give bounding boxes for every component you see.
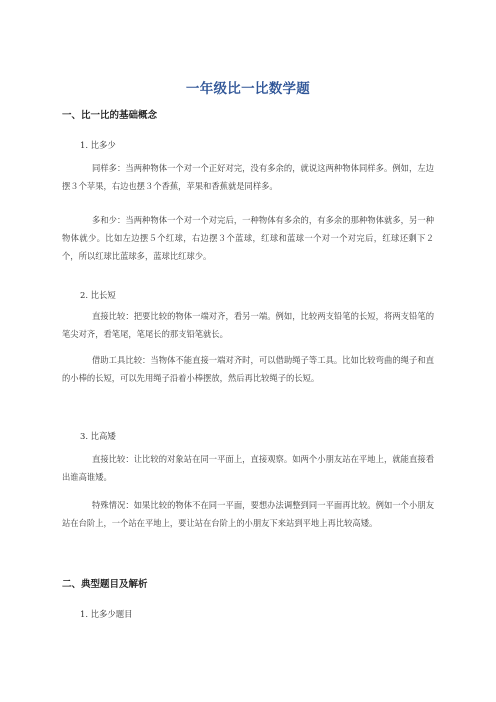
paragraph-direct-length: 直接比较：把要比较的物体一端对齐，看另一端。例如，比较两支铅笔的长短，将两支铅笔的笔尖对齐，看笔尾，笔尾长的那支铅笔就长。 — [62, 311, 434, 339]
paragraph-more-less: 多和少：当两种物体一个对一个对完后，一种物体有多余的，有多余的那种物体就多，另一种物体就少。比如左边摆５个红球，右边摆３个蓝球，红球和蓝球一个对一个对完后，红球还剩下２个，所以红球比蓝球多，蓝球比红球少。 — [62, 215, 434, 261]
document-title: 一年级比一比数学题 — [185, 81, 311, 97]
paragraph-tool-length: 借助工具比较：当物体不能直接一端对齐时，可以借助绳子等工具。比如比较弯曲的绳子和直的小棒的长短，可以先用绳子沿着小棒摆放，然后再比较绳子的长短。 — [62, 355, 434, 383]
subheading-compare-height: 3. 比高矮 — [80, 431, 116, 441]
subheading-compare-quantity: 1. 比多少 — [80, 140, 116, 150]
section-heading-basic-concepts: 一、比一比的基础概念 — [62, 110, 158, 121]
section-heading-typical-questions: 二、典型题目及解析 — [62, 579, 148, 590]
paragraph-same-amount: 同样多：当两种物体一个对一个正好对完，没有多余的，就说这两种物体同样多。例如，左边摆３个苹果，右边也摆３个香蕉，苹果和香蕉就是同样多。 — [62, 163, 434, 191]
subheading-compare-length: 2. 比长短 — [80, 290, 116, 300]
paragraph-special-case: 特殊情况：如果比较的物体不在同一平面，要想办法调整到同一平面再比较。例如一个小朋友站在台阶上，一个站在平地上，要让站在台阶上的小朋友下来站到平地上再比较高矮。 — [62, 500, 434, 528]
subheading-quantity-questions: 1. 比多少题目 — [80, 609, 133, 619]
paragraph-direct-height: 直接比较：让比较的对象站在同一平面上，直接观察。如两个小朋友站在平地上，就能直接看出谁高谁矮。 — [62, 454, 434, 482]
